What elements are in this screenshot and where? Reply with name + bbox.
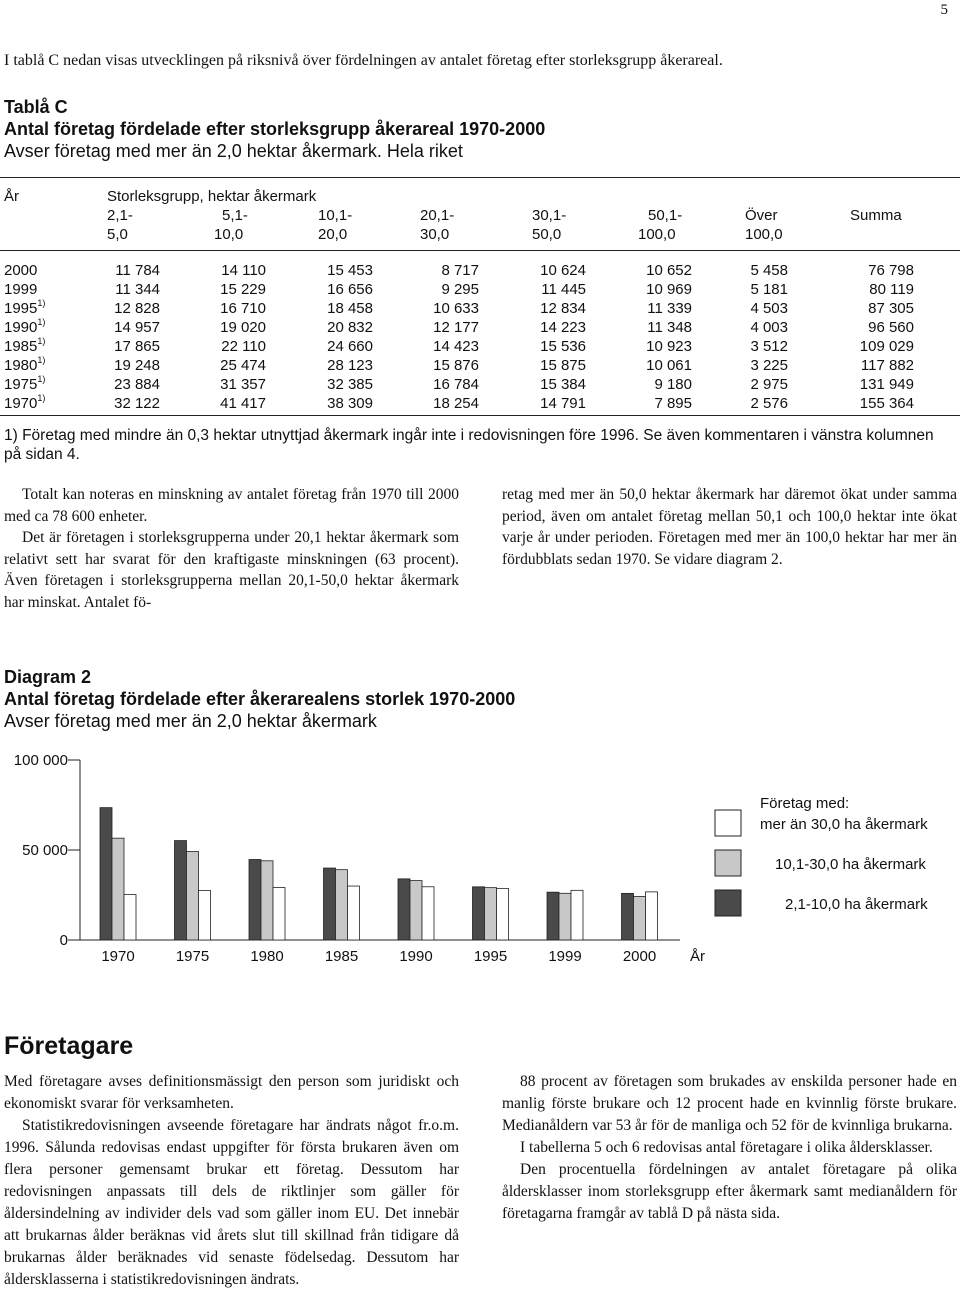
column-header: 30,0 — [420, 226, 450, 243]
foretagare-column-right — [502, 1071, 957, 1225]
table-cell: 10 061 — [646, 357, 692, 374]
table-cell: 14 423 — [433, 338, 479, 355]
table-cell: 87 305 — [868, 300, 914, 317]
table-cell: 11 344 — [115, 281, 160, 298]
table-cell: 3 225 — [750, 357, 788, 374]
diagram-subtitle: Avser företag med mer än 2,0 hektar åkermark — [4, 711, 377, 731]
table-cell: 12 828 — [114, 300, 160, 317]
x-axis-label: År — [690, 948, 705, 965]
table-cell: 11 339 — [647, 300, 692, 317]
year-label: 1999 — [4, 281, 38, 298]
table-cell: 11 784 — [115, 262, 160, 279]
table-cell: 155 364 — [859, 395, 914, 412]
bar — [100, 808, 112, 940]
y-tick-label: 50 000 — [22, 842, 68, 859]
table-cell: 12 177 — [433, 319, 479, 336]
year-label: 1985 — [4, 338, 38, 355]
bar — [273, 888, 285, 940]
legend-label: 2,1-10,0 ha åkermark — [785, 896, 928, 913]
table-cell: 24 660 — [327, 338, 373, 355]
bar-chart — [0, 740, 960, 980]
table-cell: 12 834 — [540, 300, 586, 317]
paragraph: Den procentuella fördelningen av antalet företagare på olika åldersklasser inom storleksgrupp efter åkermark samt medianåldern för företagarna framgår av tablå D på nästa sida. — [502, 1161, 957, 1222]
column-header: 50,0 — [532, 226, 562, 243]
table-cell: 18 254 — [433, 395, 479, 412]
row-year — [4, 300, 45, 317]
bar — [336, 870, 348, 940]
table-cell: 15 384 — [540, 376, 586, 393]
footnote-mark: 1) — [37, 355, 46, 365]
year-label: 1970 — [4, 395, 38, 412]
column-header: 10,1- — [318, 207, 353, 224]
legend-swatch — [715, 890, 741, 916]
bar — [398, 879, 410, 940]
table-cell: 96 560 — [868, 319, 914, 336]
table-cell: 5 181 — [750, 281, 788, 298]
paragraph: Det är företagen i storleksgrupperna under 20,1 hektar åkermark som relativt sett har svarat för den kraftigaste minskningen (63 procent). Även företagen i storleksgrupperna mellan 20,1-50,0 hektar åkermark har minskat. Antalet fö- — [4, 529, 459, 611]
table-cell: 16 710 — [220, 300, 266, 317]
column-header: 20,0 — [318, 226, 348, 243]
paragraph: Totalt kan noteras en minskning av antalet företag från 1970 till 2000 med ca 78 600 enheter. — [4, 486, 459, 525]
bar — [497, 888, 509, 940]
table-cell: 14 957 — [114, 319, 160, 336]
footnote-mark: 1) — [37, 374, 46, 384]
paragraph: I tabellerna 5 och 6 redovisas antal företagare i olika åldersklasser. — [520, 1139, 933, 1156]
table-cell: 10 633 — [433, 300, 479, 317]
table-cell: 3 512 — [750, 338, 788, 355]
column-header: 10,0 — [214, 226, 244, 243]
table-cell: 16 656 — [327, 281, 373, 298]
table-label: Tablå C — [4, 97, 68, 117]
table-cell: 76 798 — [868, 262, 914, 279]
table-heading — [4, 96, 545, 162]
x-tick-label: 1985 — [324, 948, 359, 965]
table-cell: 15 229 — [220, 281, 266, 298]
column-header: 100,0 — [638, 226, 676, 243]
footnote-mark: 1) — [37, 393, 46, 403]
x-tick-label: 1970 — [101, 948, 135, 965]
table-cell: 32 385 — [327, 376, 373, 393]
column-header: 2,1- — [107, 207, 133, 224]
table-top-rule — [0, 177, 960, 178]
diagram-heading — [4, 666, 515, 732]
bar — [410, 881, 422, 940]
table-cell: 9 180 — [654, 376, 692, 393]
table-cell: 14 223 — [540, 319, 586, 336]
paragraph: Med företagare avses definitionsmässigt den person som juridiskt och ekonomiskt svarar för verksamheten. — [4, 1073, 459, 1112]
table-cell: 2 975 — [750, 376, 788, 393]
table-cell: 38 309 — [327, 395, 373, 412]
paragraph: retag med mer än 50,0 hektar åkermark har däremot ökat under samma period, även om antalet företag mellan 50,1 och 100,0 hektar inte ökat varje år under perioden. Företagen med mer än 100,0 hektar har mer än fördubblats sedan 1970. Se vidare diagram 2. — [502, 486, 957, 568]
table-cell: 10 652 — [646, 262, 692, 279]
bar — [175, 841, 187, 940]
table-cell: 15 876 — [433, 357, 479, 374]
table-cell: 15 453 — [327, 262, 373, 279]
bar — [199, 890, 211, 940]
table-cell: 11 445 — [541, 281, 586, 298]
intro-text: I tablå C nedan visas utvecklingen på riksnivå över fördelningen av antalet företag efter storleksgrupp åkerareal. — [4, 52, 723, 69]
footnote-mark: 1) — [37, 317, 46, 327]
year-label: 1980 — [4, 357, 38, 374]
year-label: 1990 — [4, 319, 38, 336]
bar — [187, 851, 199, 940]
table-footnote: 1) Företag med mindre än 0,3 hektar utnyttjad åkermark ingår inte i redovisningen före 1996. Se även kommentaren i vänstra kolumnen på sidan 4. — [4, 427, 934, 463]
year-label: 2000 — [4, 262, 38, 279]
bar — [261, 861, 273, 940]
x-tick-label: 1990 — [399, 948, 433, 965]
table-cell: 80 119 — [869, 281, 914, 298]
diagram-label: Diagram 2 — [4, 667, 92, 687]
row-year — [4, 338, 45, 355]
column-header: Summa — [850, 207, 902, 224]
table-cell: 19 248 — [114, 357, 160, 374]
table-cell: 20 832 — [327, 319, 373, 336]
bar — [571, 890, 583, 940]
column-header: 5,0 — [107, 226, 128, 243]
table-cell: 25 474 — [220, 357, 266, 374]
x-tick-label: 1999 — [548, 948, 582, 965]
footnote-mark: 1) — [37, 298, 46, 308]
paragraph: 88 procent av företagen som brukades av enskilda personer hade en manlig förste brukare och 12 procent hade en kvinnlig förste brukare. Medianåldern var 53 år för de manliga och 52 för de kvinnliga brukarna. — [502, 1073, 957, 1134]
bar — [547, 892, 559, 940]
table-cell: 8 717 — [441, 262, 479, 279]
table-bottom-rule — [0, 415, 960, 416]
footnote-mark: 1) — [37, 336, 46, 346]
table-cell: 15 536 — [540, 338, 586, 355]
table-cell: 117 882 — [860, 357, 914, 374]
table-cell: 5 458 — [750, 262, 788, 279]
row-year — [4, 376, 45, 393]
table-cell: 2 576 — [750, 395, 788, 412]
bar — [646, 892, 658, 940]
table-cell: 10 923 — [646, 338, 692, 355]
bar — [422, 887, 434, 940]
bar — [348, 886, 360, 940]
row-year — [4, 262, 37, 279]
y-tick-label: 0 — [59, 932, 68, 949]
year-header: År — [4, 188, 19, 205]
table-cell: 16 784 — [433, 376, 479, 393]
bar — [249, 860, 261, 940]
table-cell: 18 458 — [327, 300, 373, 317]
table-cell: 15 875 — [540, 357, 586, 374]
bar — [622, 893, 634, 940]
column-header: 100,0 — [745, 226, 783, 243]
table-cell: 11 348 — [647, 319, 692, 336]
text-column-left — [4, 484, 459, 613]
table-cell: 23 884 — [114, 376, 160, 393]
diagram-title: Antal företag fördelade efter åkerarealens storlek 1970-2000 — [4, 689, 516, 709]
table-cell: 109 029 — [859, 338, 914, 355]
table-cell: 28 123 — [327, 357, 373, 374]
table-cell: 19 020 — [220, 319, 266, 336]
x-tick-label: 1975 — [175, 948, 210, 965]
bar — [124, 895, 136, 940]
legend-title: Företag med: — [760, 795, 850, 812]
x-tick-label: 1980 — [250, 948, 284, 965]
table-cell: 9 295 — [441, 281, 479, 298]
row-year — [4, 281, 37, 298]
section-heading: Företagare — [4, 1032, 134, 1060]
row-year — [4, 395, 45, 412]
table-cell: 41 417 — [220, 395, 266, 412]
table-cell: 7 895 — [654, 395, 692, 412]
x-tick-label: 1995 — [473, 948, 508, 965]
table-cell: 17 865 — [114, 338, 160, 355]
bar — [634, 896, 646, 940]
table-cell: 14 791 — [540, 395, 586, 412]
paragraph: Statistikredovisningen avseende företagare har ändrats något fr.o.m. 1996. Sålunda redovisas endast uppgifter för första brukaren även om flera personer gemensamt brukar ett företag. Dessutom har redovisningen anpassats till dels de riktlinjer som gäller för åldersindelning av individer dels vad som gäller inom EU. Det innebär att brukarnas ålder beräknas vid årets slut till skillnad från tidigare då brukarnas ålder beräknades vid senaste födelsedag. Dessutom har åldersklasserna i statistikredovisningen ändrats. — [4, 1117, 459, 1288]
column-header: Över — [745, 207, 778, 224]
table-cell: 10 969 — [646, 281, 692, 298]
bar — [485, 888, 497, 940]
column-header: 20,1- — [420, 207, 455, 224]
table-cell: 10 624 — [540, 262, 586, 279]
year-label: 1975 — [4, 376, 38, 393]
table-subtitle: Avser företag med mer än 2,0 hektar åkermark. Hela riket — [4, 141, 463, 161]
bar — [473, 887, 485, 940]
table-cell: 4 503 — [750, 300, 788, 317]
bar — [324, 868, 336, 940]
group-header: Storleksgrupp, hektar åkermark — [107, 188, 317, 205]
bar — [112, 838, 124, 940]
table-cell: 31 357 — [220, 376, 266, 393]
row-year — [4, 357, 45, 374]
legend-swatch — [715, 850, 741, 876]
x-tick-label: 2000 — [622, 948, 657, 965]
legend-swatch — [715, 810, 741, 836]
table-cell: 4 003 — [750, 319, 788, 336]
table-cell: 22 110 — [221, 338, 266, 355]
foretagare-column-left — [4, 1071, 459, 1291]
year-label: 1995 — [4, 300, 38, 317]
row-year — [4, 319, 45, 336]
legend-label: mer än 30,0 ha åkermark — [760, 816, 928, 833]
y-tick-label: 100 000 — [13, 752, 68, 769]
column-header: 5,1- — [222, 207, 248, 224]
table-cell: 131 949 — [859, 376, 914, 393]
table-cell: 14 110 — [221, 262, 266, 279]
bar — [559, 893, 571, 940]
table-cell: 32 122 — [114, 395, 160, 412]
table-title: Antal företag fördelade efter storleksgrupp åkerareal 1970-2000 — [4, 119, 546, 139]
text-column-right — [502, 484, 957, 570]
page-number: 5 — [940, 2, 948, 18]
column-header: 30,1- — [532, 207, 567, 224]
legend-label: 10,1-30,0 ha åkermark — [775, 856, 926, 873]
table-header-rule — [0, 250, 960, 251]
column-header: 50,1- — [648, 207, 683, 224]
